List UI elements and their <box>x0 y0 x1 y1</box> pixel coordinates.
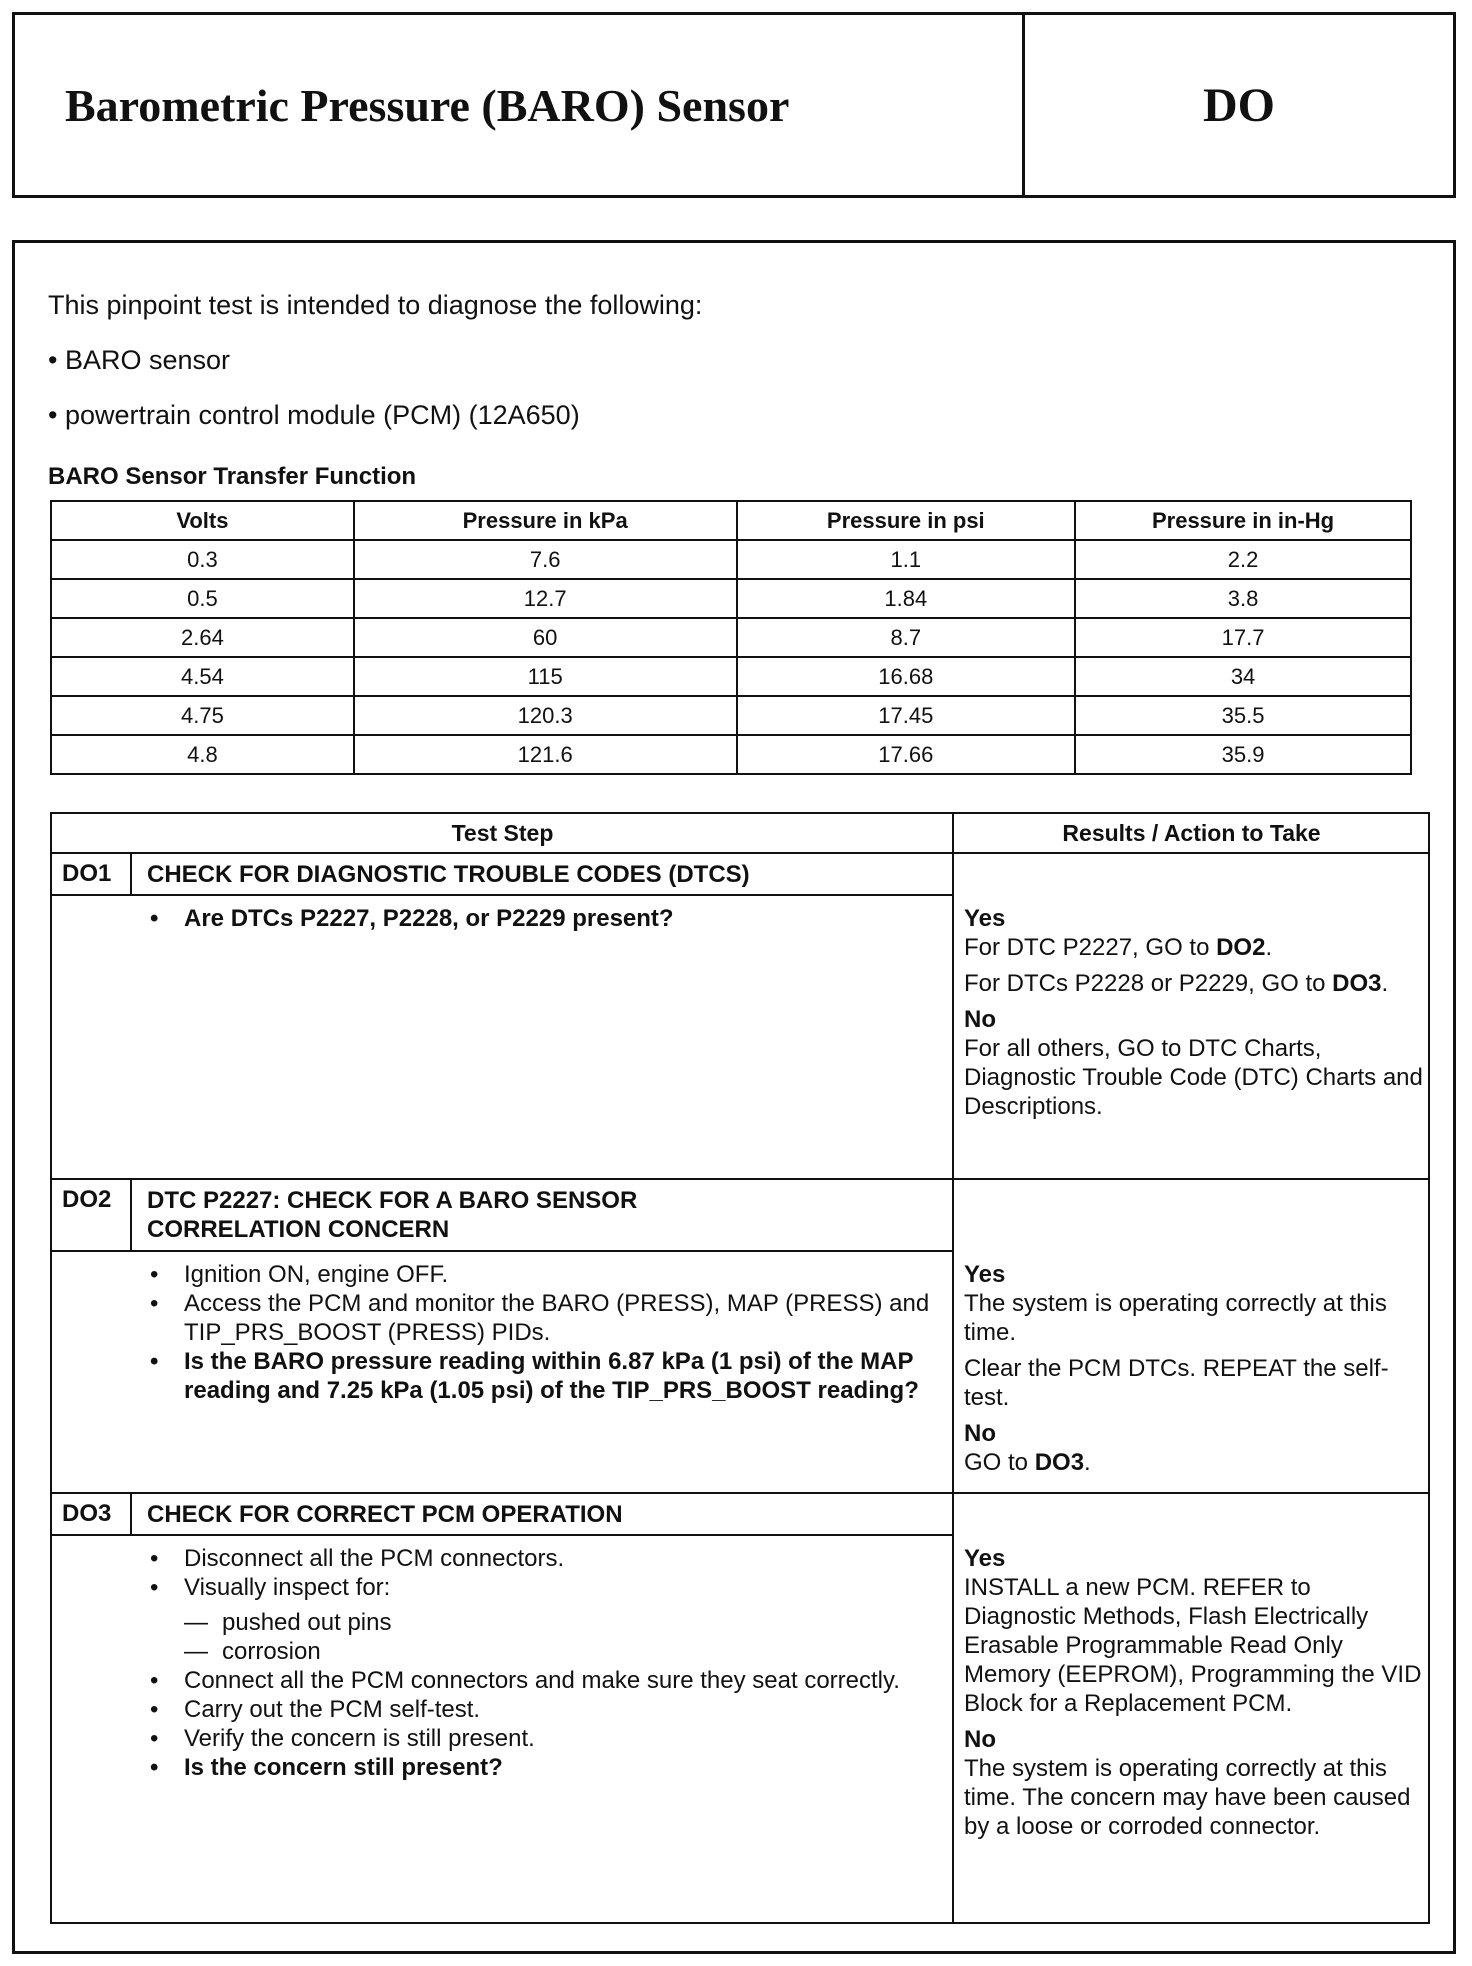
table-cell: 1.84 <box>737 579 1076 618</box>
step-title: CHECK FOR DIAGNOSTIC TROUBLE CODES (DTCS) <box>147 861 750 888</box>
action-item: • Access the PCM and monitor the BARO (PRESS), MAP (PRESS) and TIP_PRS_BOOST (PRESS) PIDs. <box>144 1289 934 1347</box>
intro-bullet: • powertrain control module (PCM) (12A650) <box>48 400 580 430</box>
table-cell: 60 <box>354 618 737 657</box>
step-id: DO1 <box>52 854 132 894</box>
table-cell: 0.5 <box>51 579 354 618</box>
table-cell: 16.68 <box>737 657 1076 696</box>
yes-action: Clear the PCM DTCs. REPEAT the self-test. <box>964 1355 1389 1411</box>
no-label: No <box>964 1006 996 1033</box>
section-code: DO <box>1203 78 1275 132</box>
transfer-function-table <box>50 500 1412 775</box>
yes-label: Yes <box>964 1261 1006 1288</box>
table-cell: 2.64 <box>51 618 354 657</box>
yes-label: Yes <box>964 1545 1006 1572</box>
intro-text: This pinpoint test is intended to diagnose the following: <box>48 290 703 320</box>
step-id: DO2 <box>52 1180 132 1250</box>
table-cell: 121.6 <box>354 735 737 774</box>
step-result <box>964 1260 1424 1484</box>
step-id: DO3 <box>52 1494 132 1534</box>
table-cell: 17.66 <box>737 735 1076 774</box>
intro-bullet: • BARO sensor <box>48 345 231 375</box>
table-cell: 115 <box>354 657 737 696</box>
table-row <box>51 696 1411 735</box>
table-row <box>51 579 1411 618</box>
table-cell: 7.6 <box>354 540 737 579</box>
no-label: No <box>964 1420 996 1447</box>
table-cell: 0.3 <box>51 540 354 579</box>
yes-label: Yes <box>964 905 1006 932</box>
action-item: • Is the concern still present? <box>144 1753 934 1782</box>
page-title: Barometric Pressure (BARO) Sensor <box>15 15 1025 195</box>
table-cell: 17.45 <box>737 696 1076 735</box>
step-title: DTC P2227: CHECK FOR A BARO SENSOR CORRELATION CONCERN <box>147 1187 638 1243</box>
table-cell: 34 <box>1075 657 1411 696</box>
table-row <box>51 540 1411 579</box>
table-cell: 4.8 <box>51 735 354 774</box>
column-header: Pressure in psi <box>737 501 1076 540</box>
main-panel <box>12 240 1456 1954</box>
step-header <box>52 1494 954 1536</box>
no-label: No <box>964 1726 996 1753</box>
step-title: CHECK FOR CORRECT PCM OPERATION <box>147 1501 623 1528</box>
column-header-results: Results / Action to Take <box>1062 820 1321 846</box>
step-actions <box>144 1544 934 1782</box>
table-cell: 120.3 <box>354 696 737 735</box>
table-cell: 4.54 <box>51 657 354 696</box>
yes-action: The system is operating correctly at this time. <box>964 1290 1387 1346</box>
column-header-test-step: Test Step <box>451 820 554 846</box>
transfer-function-title: BARO Sensor Transfer Function <box>48 463 417 490</box>
page-header <box>12 12 1456 198</box>
table-cell: 4.75 <box>51 696 354 735</box>
step-result <box>964 1544 1424 1848</box>
table-row <box>51 735 1411 774</box>
steps-header <box>52 814 1428 854</box>
action-item: • Carry out the PCM self-test. <box>144 1695 934 1724</box>
no-action: GO to DO3. <box>964 1449 1091 1476</box>
table-cell: 35.9 <box>1075 735 1411 774</box>
action-subitem: — corrosion <box>144 1637 934 1666</box>
table-row <box>51 618 1411 657</box>
column-header: Pressure in kPa <box>354 501 737 540</box>
table-cell: 2.2 <box>1075 540 1411 579</box>
table-cell: 8.7 <box>737 618 1076 657</box>
step-do1 <box>52 854 1428 1180</box>
table-header-row <box>51 501 1411 540</box>
action-subitem: — pushed out pins <box>144 1608 934 1637</box>
step-do3 <box>52 1494 1428 1924</box>
action-item: • Are DTCs P2227, P2228, or P2229 present? <box>144 904 934 933</box>
no-action: The system is operating correctly at this time. The concern may have been caused by a loose or corroded connector. <box>964 1755 1411 1840</box>
step-header <box>52 854 954 896</box>
table-cell: 35.5 <box>1075 696 1411 735</box>
intro <box>48 288 702 453</box>
action-item: • Visually inspect for: <box>144 1573 934 1602</box>
table-cell: 17.7 <box>1075 618 1411 657</box>
step-actions <box>144 904 934 933</box>
column-header: Volts <box>51 501 354 540</box>
action-item: • Is the BARO pressure reading within 6.87 kPa (1 psi) of the MAP reading and 7.25 kPa (1.05 psi) of the TIP_PRS_BOOST reading? <box>144 1347 934 1405</box>
table-cell: 1.1 <box>737 540 1076 579</box>
action-item: • Ignition ON, engine OFF. <box>144 1260 934 1289</box>
table-row <box>51 657 1411 696</box>
yes-action: For DTCs P2228 or P2229, GO to DO3. <box>964 970 1389 997</box>
no-action: For all others, GO to DTC Charts, Diagnostic Trouble Code (DTC) Charts and Descriptions. <box>964 1035 1423 1120</box>
step-result <box>964 904 1424 1128</box>
test-steps-table <box>50 812 1430 1924</box>
table-cell: 12.7 <box>354 579 737 618</box>
column-header: Pressure in in-Hg <box>1075 501 1411 540</box>
action-item: • Verify the concern is still present. <box>144 1724 934 1753</box>
yes-action: INSTALL a new PCM. REFER to Diagnostic Methods, Flash Electrically Erasable Programmable Read Only Memory (EEPROM), Programming the VID Block for a Replacement PCM. <box>964 1574 1422 1717</box>
table-cell: 3.8 <box>1075 579 1411 618</box>
action-item: • Disconnect all the PCM connectors. <box>144 1544 934 1573</box>
step-header <box>52 1180 954 1252</box>
action-item: • Connect all the PCM connectors and make sure they seat correctly. <box>144 1666 934 1695</box>
step-do2 <box>52 1180 1428 1494</box>
step-actions <box>144 1260 934 1405</box>
yes-action: For DTC P2227, GO to DO2. <box>964 934 1273 961</box>
